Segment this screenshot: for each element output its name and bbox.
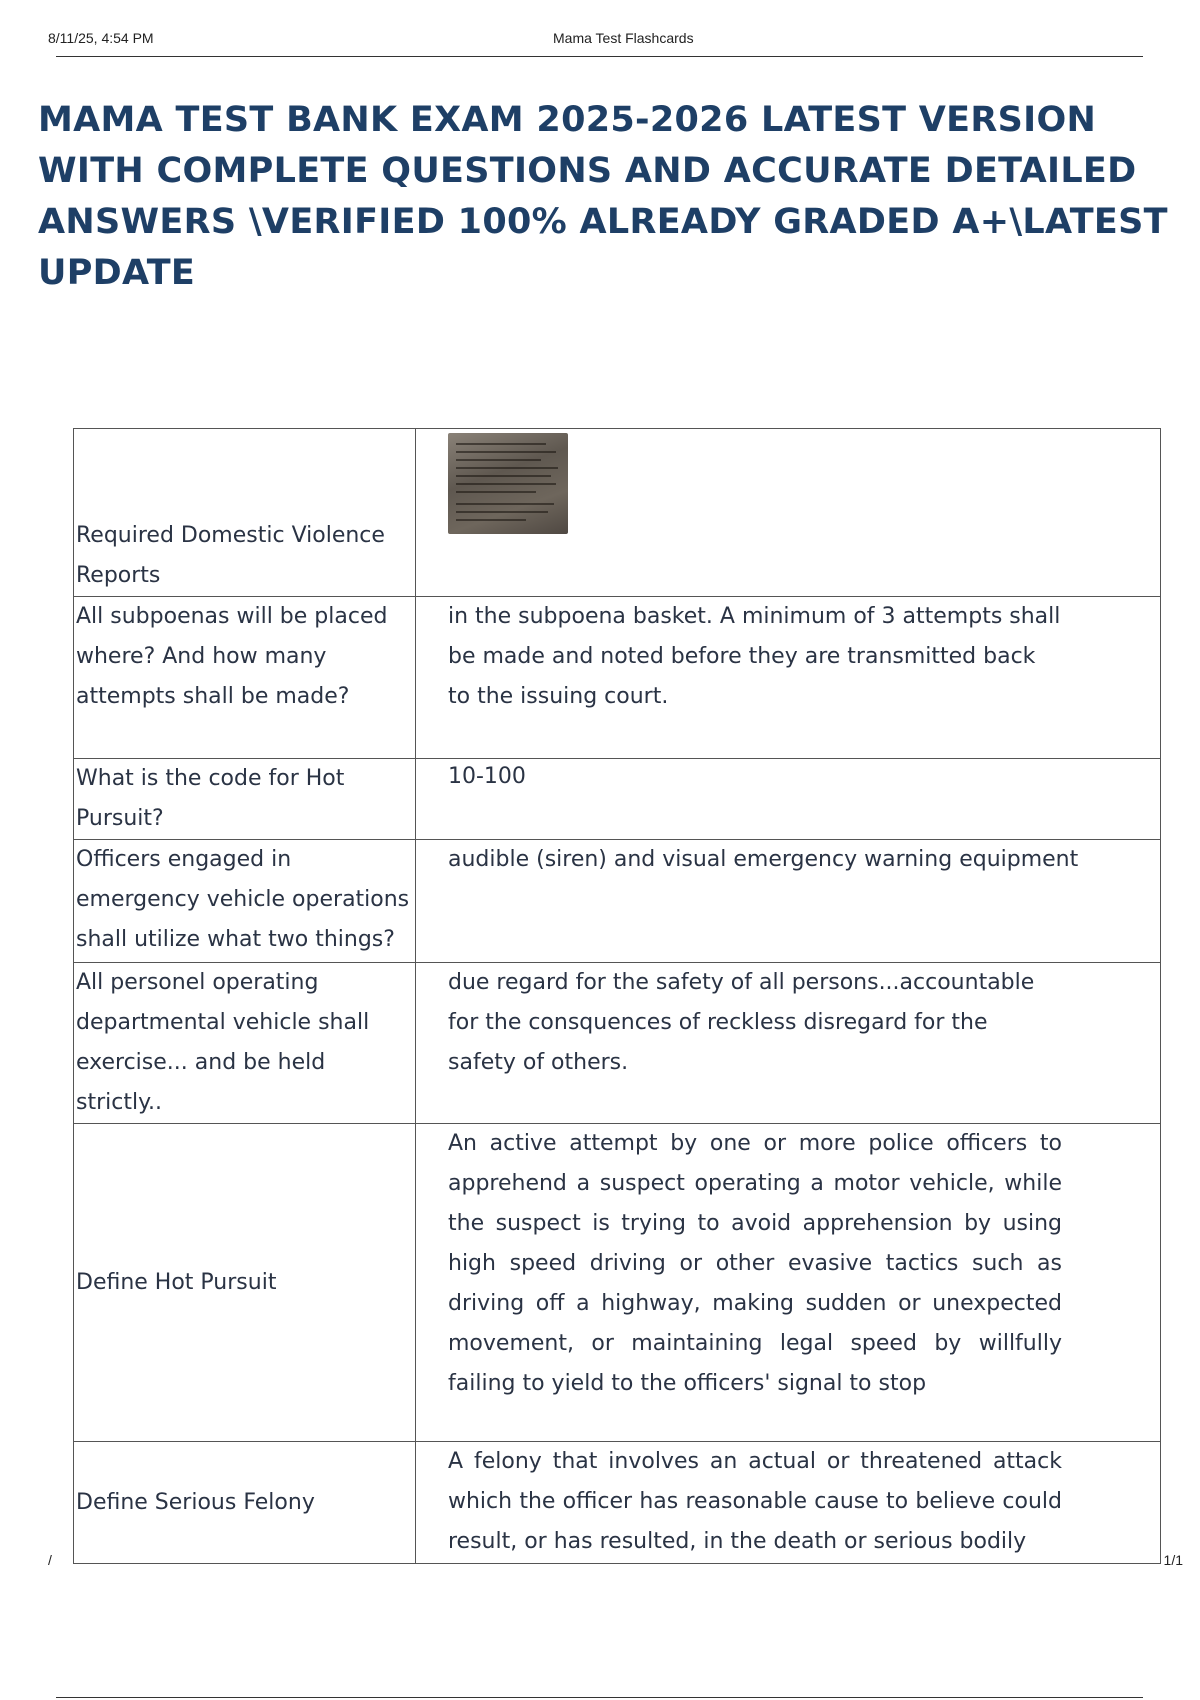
definition-cell [416,429,1161,597]
document-photo-thumbnail [448,433,568,534]
print-date: 8/11/25, 4:54 PM [48,30,154,46]
definition-cell: A felony that involves an actual or threatened attack which the officer has reasonable cause to believe could result, or has resulted, in the death or serious bodily [416,1442,1161,1564]
term-cell: All personel operating departmental vehicle shall exercise... and be held strictly.. [74,963,416,1124]
table-row [74,759,1161,840]
table-row [74,840,1161,963]
table-row [74,597,1161,759]
print-url: / [48,1552,52,1568]
footer-divider [56,1697,1143,1698]
term-cell: Officers engaged in emergency vehicle operations shall utilize what two things? [74,840,416,963]
header-divider [56,56,1143,57]
print-title: Mama Test Flashcards [553,30,694,46]
table-row [74,1442,1161,1564]
definition-cell: due regard for the safety of all persons...accountable for the consquences of reckless disregard for the safety of others. [416,963,1161,1124]
term-cell: Define Hot Pursuit [74,1124,416,1442]
term-cell: Required Domestic Violence Reports [74,429,416,597]
table-row [74,963,1161,1124]
flashcard-table [73,428,1161,1564]
page-number: 1/1 [1163,1552,1183,1568]
print-header [48,30,1143,56]
term-cell: What is the code for Hot Pursuit? [74,759,416,840]
table-row [74,1124,1161,1442]
definition-cell: An active attempt by one or more police officers to apprehend a suspect operating a motor vehicle, while the suspect is trying to avoid apprehension by using high speed driving or other evasive tactics such as driving off a highway, making sudden or unexpected movement, or maintaining legal speed by willfully failing to yield to the officers' signal to stop [416,1124,1161,1442]
definition-cell: in the subpoena basket. A minimum of 3 attempts shall be made and noted before they are transmitted back to the issuing court. [416,597,1161,759]
definition-cell: 10-100 [416,759,1161,840]
definition-cell: audible (siren) and visual emergency warning equipment [416,840,1161,963]
term-cell: Define Serious Felony [74,1442,416,1564]
document-title: MAMA TEST BANK EXAM 2025-2026 LATEST VERSION WITH COMPLETE QUESTIONS AND ACCURATE DETAILED ANSWERS \VERIFIED 100% ALREADY GRADED A+\LATEST UPDATE [38,100,1168,293]
term-cell: All subpoenas will be placed where? And how many attempts shall be made? [74,597,416,759]
table-row [74,429,1161,597]
